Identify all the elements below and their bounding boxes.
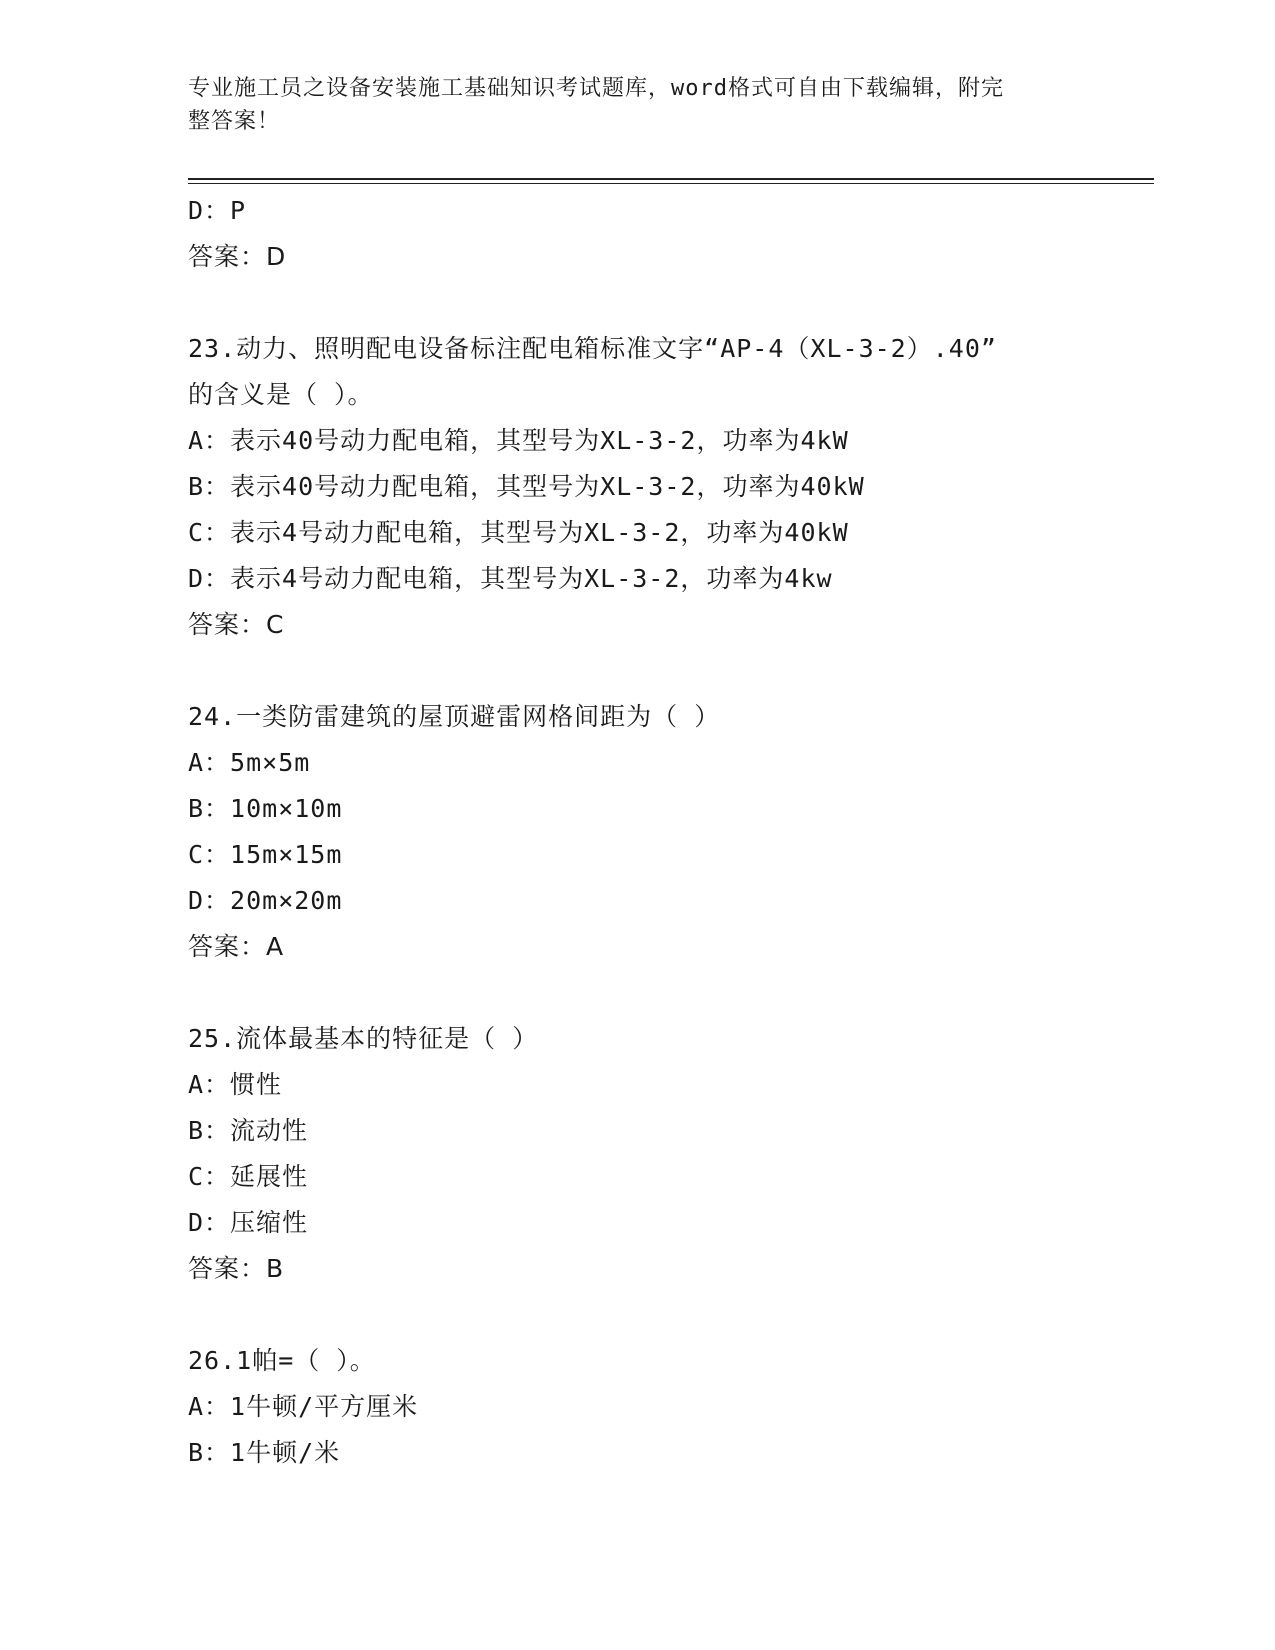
header-line-2: 整答案！: [188, 109, 281, 134]
option-c: C：15m×15m: [188, 840, 343, 869]
question-23: [188, 326, 1148, 648]
option-d: D：P: [188, 196, 247, 225]
question-22-continuation: [188, 188, 1148, 280]
question-stem: 25.流体最基本的特征是（ ）: [188, 1024, 539, 1053]
header-divider-thick: [188, 178, 1154, 180]
document-body: [188, 188, 1148, 1476]
question-stem: 23.动力、照明配电设备标注配电箱标准文字“AP-4（XL-3-2）.40”: [188, 334, 997, 363]
option-c: C：表示4号动力配电箱，其型号为XL-3-2，功率为40kW: [188, 518, 849, 547]
question-25: [188, 1016, 1148, 1292]
question-stem-continued: 的含义是（ ）。: [188, 380, 374, 409]
answer-line: 答案：D: [188, 242, 287, 271]
option-a: A：惯性: [188, 1070, 283, 1099]
question-stem: 26.1帕=（ ）。: [188, 1346, 376, 1375]
question-24: [188, 694, 1148, 970]
header-divider-thin: [188, 183, 1154, 184]
answer-line: 答案：C: [188, 610, 285, 639]
option-b: B：1牛顿/米: [188, 1438, 341, 1467]
option-d: D：20m×20m: [188, 886, 343, 915]
option-a: A：1牛顿/平方厘米: [188, 1392, 419, 1421]
spacer: [188, 648, 1148, 694]
option-a: A：5m×5m: [188, 748, 311, 777]
spacer: [188, 280, 1148, 326]
answer-line: 答案：B: [188, 1254, 285, 1283]
option-b: B：流动性: [188, 1116, 309, 1145]
option-b: B：10m×10m: [188, 794, 343, 823]
header-line-1: 专业施工员之设备安装施工基础知识考试题库，word格式可自由下载编辑，附完: [188, 76, 1004, 101]
document-header: [188, 72, 1068, 138]
spacer: [188, 1292, 1148, 1338]
option-a: A：表示40号动力配电箱，其型号为XL-3-2，功率为4kW: [188, 426, 849, 455]
option-d: D：压缩性: [188, 1208, 309, 1237]
question-stem: 24.一类防雷建筑的屋顶避雷网格间距为（ ）: [188, 702, 721, 731]
option-d: D：表示4号动力配电箱，其型号为XL-3-2，功率为4kw: [188, 564, 833, 593]
option-c: C：延展性: [188, 1162, 309, 1191]
question-26: [188, 1338, 1148, 1476]
answer-line: 答案：A: [188, 932, 285, 961]
spacer: [188, 970, 1148, 1016]
option-b: B：表示40号动力配电箱，其型号为XL-3-2，功率为40kW: [188, 472, 865, 501]
